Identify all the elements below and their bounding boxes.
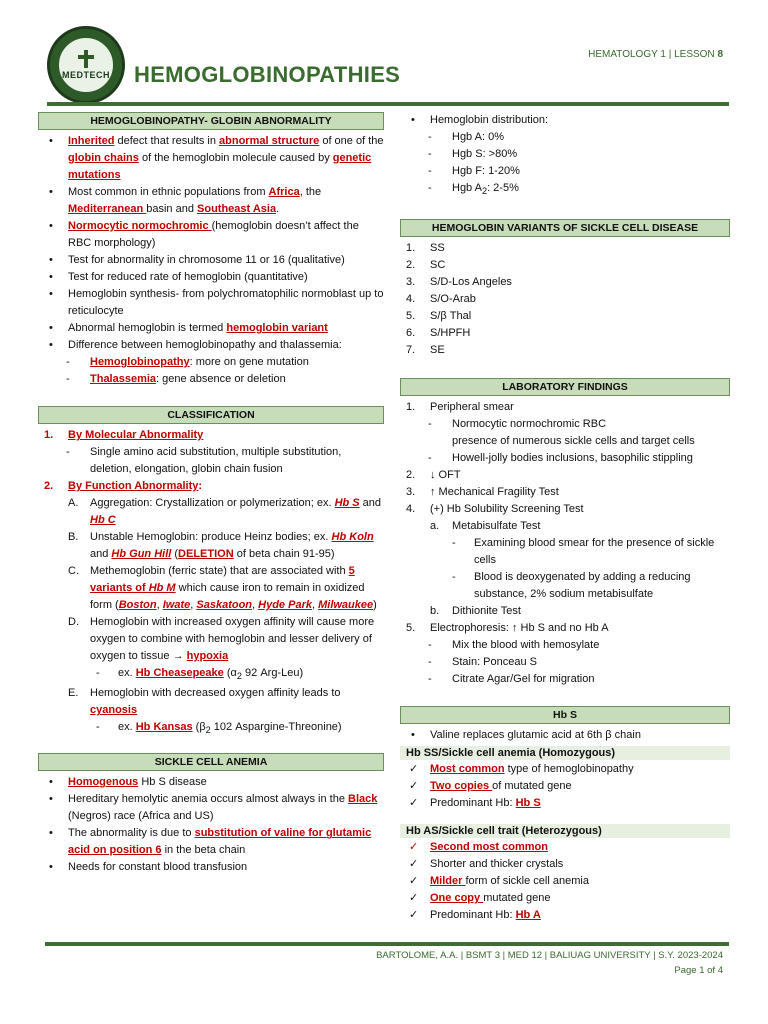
hb-as-title: Hb AS/Sickle cell trait (Heterozygous): [400, 824, 730, 838]
checkmark-icon: ✓: [409, 909, 419, 922]
check-item: ✓ Predominant Hb: Hb A: [400, 907, 730, 924]
hb-ss-list: [400, 761, 730, 812]
list-item: • The abnormality is due to substitution of valine for glutamic acid on position 6 in the beta chain: [38, 825, 384, 859]
list-item: • Difference between hemoglobinopathy and thalassemia: - Hemoglobinopathy: more on gene mutation - Thalassemia: gene absence or deletion: [38, 337, 384, 388]
check-item: ✓ One copy mutated gene: [400, 890, 730, 907]
check-item: ✓ Most common type of hemoglobinopathy: [400, 761, 730, 778]
hb-as-list: [400, 839, 730, 924]
list-item: 3. ↑ Mechanical Fragility Test: [406, 486, 559, 499]
check-item: ✓ Shorter and thicker crystals: [400, 856, 730, 873]
list-item: • Needs for constant blood transfusion: [38, 859, 384, 876]
list-item: 4. S/O-Arab: [406, 293, 476, 306]
sub-item: - Citrate Agar/Gel for migration: [400, 671, 730, 688]
arrow-up-icon: ↑: [511, 622, 518, 635]
class-item-d-example: - ex. Hb Cheasepeake ($\alpha_2$ 92 Arg-Leu): [96, 667, 304, 682]
class-item-c: C. Methemoglobin (ferric state) that are associated with 5 variants of Hb M which cause iron to remain in oxidized form (Boston, Iwate, Saskatoon, Hyde Park, Milwaukee): [68, 565, 377, 611]
list-item: • Homogenous Hb S disease: [38, 774, 384, 791]
sub-item: - Stain: Ponceau S: [400, 654, 730, 671]
check-item: ✓ Second most common: [400, 839, 730, 856]
list-item: • Inherited defect that results in abnormal structure of one of the globin chains of the hemoglobin molecule caused by genetic mutations: [38, 133, 384, 184]
variants-list: [400, 240, 730, 359]
sub-item: a. Metabisulfate Test: [430, 520, 541, 533]
footer-divider: [45, 942, 729, 946]
checkmark-icon: ✓: [409, 892, 419, 905]
footer-credits: BARTOLOME, A.A. | BSMT 3 | MED 12 | BALIUAG UNIVERSITY | S.Y. 2023-2024: [376, 950, 723, 961]
list-item: • Normocytic normochromic (hemoglobin doesn’t affect the RBC morphology): [38, 218, 384, 252]
lab-findings-list: [400, 399, 730, 688]
class-item-e-example: - ex. Hb Kansas ($\beta_2$ 102 Aspargine-Threonine): [96, 721, 342, 736]
list-item: • Most common in ethnic populations from Africa, the Mediterranean basin and Southeast Asia.: [38, 184, 384, 218]
checkmark-icon: ✓: [409, 875, 419, 888]
hbs-list: [400, 727, 730, 744]
list-item: • Test for reduced rate of hemoglobin (quantitative): [38, 269, 384, 286]
sickle-cell-list: [38, 774, 384, 876]
page-number: Page 1 of 4: [674, 965, 723, 976]
list-item: • Test for abnormality in chromosome 11 or 16 (qualitative): [38, 252, 384, 269]
arrow-up-icon: ↑: [430, 486, 436, 499]
section-heading-sickle-cell: SICKLE CELL ANEMIA: [38, 753, 384, 771]
sub-item: - Normocytic normochromic RBC presence of numerous sickle cells and target cells: [400, 416, 730, 450]
list-item: • Hemoglobin synthesis- from polychromatophilic normoblast up to reticulocyte: [38, 286, 384, 320]
check-item: ✓ Two copies of mutated gene: [400, 778, 730, 795]
sub-item: - Howell-jolly bodies inclusions, basophilic stippling: [400, 450, 730, 467]
sub-item: - Hemoglobinopathy: more on gene mutation: [38, 354, 384, 371]
list-item: 1. By Molecular Abnormality - Single amino acid substitution, multiple substitution, deletion, elongation, globin chain fusion: [38, 427, 384, 478]
page-title: HEMOGLOBINOPATHIES: [134, 62, 401, 87]
section-heading-classification: CLASSIFICATION: [38, 406, 384, 424]
section-heading-hb-s: Hb S: [400, 706, 730, 724]
logo-text: MEDTECH: [62, 70, 110, 80]
list-item: 4. (+) Hb Solubility Screening Test a. Metabisulfate Test - Examining blood smear for the presence of sickle cells - Blood is deoxygenated by adding a reducing substance, 2% sodium metabisulfate b. Dithionite Test: [400, 501, 730, 620]
sub-sub-item: - Examining blood smear for the presence of sickle cells: [452, 537, 715, 567]
list-item: 2. By Function Abnormality: A. Aggregation: Crystallization or polymerization; ex. Hb S and Hb C B. Unstable Hemoglobin: produce Heinz bodies; ex. Hb Koln and Hb Gun Hill (DELETION of beta chain 91-95) C. Methemoglobin (ferric state) that are associated with 5 variants of Hb M which cause iron to remain in oxidized form (Boston, Iwate, Saskatoon, Hyde Park, Milwaukee) D. Hemoglobin with increased oxygen affinity will cause more oxygen to combine with hemoglobin and lesser delivery of oxygen to tissue → hypoxia - ex. Hb Cheasepeake ($\alpha_2$ 92 Arg-Leu) E. Hemoglobin with decreased oxygen affinity leads to cyanosis - ex. Hb Kansas ($\beta_2$ 102 Aspargine-Threonine): [38, 478, 384, 739]
list-item: 1. Peripheral smear - Normocytic normochromic RBC presence of numerous sickle cells and target cells - Howell-jolly bodies inclusions, basophilic stippling: [400, 399, 730, 467]
header-divider: [47, 102, 729, 106]
list-item: 5. S/β Thal: [406, 310, 472, 323]
sub-item: - Hgb S: >80%: [400, 146, 730, 163]
section-heading-variants: HEMOGLOBIN VARIANTS OF SICKLE CELL DISEASE: [400, 219, 730, 237]
sub-item: - Single amino acid substitution, multiple substitution, deletion, elongation, globin chain fusion: [38, 444, 384, 478]
sub-item: - Hgb A: 0%: [400, 129, 730, 146]
sub-item: b. Dithionite Test: [430, 605, 521, 618]
list-item: 3. S/D-Los Angeles: [406, 276, 512, 289]
list-item: 2. ↓ OFT: [406, 469, 461, 482]
checkmark-icon: ✓: [409, 797, 419, 810]
sub-item: - Hgb $A_2$: 2-5%: [400, 180, 730, 200]
class-item-b: B. Unstable Hemoglobin: produce Heinz bodies; ex. Hb Koln and Hb Gun Hill (DELETION of beta chain 91-95): [68, 531, 374, 560]
list-item: 6. S/HPFH: [406, 327, 471, 340]
list-item: • Hereditary hemolytic anemia occurs almost always in the Black (Negros) race (Africa and US): [38, 791, 384, 825]
section-heading-globin: HEMOGLOBINOPATHY- GLOBIN ABNORMALITY: [38, 112, 384, 130]
left-column: [38, 112, 384, 876]
globin-list: [38, 133, 384, 388]
medtech-logo: [47, 26, 125, 104]
right-column: [400, 112, 730, 924]
checkmark-icon: ✓: [409, 858, 419, 871]
list-item: 2. SC: [406, 259, 446, 272]
class-item-d: D. Hemoglobin with increased oxygen affinity will cause more oxygen to combine with hemoglobin and lesser delivery of oxygen to tissue → hypoxia: [68, 616, 375, 662]
check-item: ✓ Milder form of sickle cell anemia: [400, 873, 730, 890]
class-item-e: E. Hemoglobin with decreased oxygen affinity leads to cyanosis: [68, 687, 341, 717]
list-item: 1. SS: [406, 242, 445, 255]
checkmark-icon: ✓: [409, 763, 419, 776]
check-item: ✓ Predominant Hb: Hb S: [400, 795, 730, 812]
checkmark-icon: ✓: [409, 780, 419, 793]
list-item: • Hemoglobin distribution: - Hgb A: 0% - Hgb S: >80% - Hgb F: 1-20% - Hgb $A_2$: 2-5%: [400, 112, 730, 200]
page-header: [0, 0, 768, 112]
distribution-list: [400, 112, 730, 200]
section-heading-lab-findings: LABORATORY FINDINGS: [400, 378, 730, 396]
list-item: • Valine replaces glutamic acid at 6th β chain: [400, 727, 730, 744]
sub-sub-item: - Blood is deoxygenated by adding a reducing substance, 2% sodium metabisulfate: [452, 571, 691, 601]
sub-item: - Thalassemia: gene absence or deletion: [38, 371, 384, 388]
list-item: • Abnormal hemoglobin is termed hemoglobin variant: [38, 320, 384, 337]
sub-item: - Hgb F: 1-20%: [400, 163, 730, 180]
checkmark-icon: ✓: [409, 841, 419, 854]
arrow-down-icon: ↓: [430, 469, 436, 482]
hb-ss-title: Hb SS/Sickle cell anemia (Homozygous): [400, 746, 730, 760]
classification-list: [38, 427, 384, 739]
sub-item: - Mix the blood with hemosylate: [400, 637, 730, 654]
class-item-a: A. Aggregation: Crystallization or polymerization; ex. Hb S and Hb C: [68, 497, 382, 526]
list-item: 5. Electrophoresis: ↑ Hb S and no Hb A - Mix the blood with hemosylate - Stain: Ponceau S - Citrate Agar/Gel for migration: [400, 620, 730, 688]
lesson-label: HEMATOLOGY 1 | LESSON 8: [588, 49, 723, 60]
caduceus-icon: [78, 50, 94, 68]
list-item: 7. SE: [406, 344, 445, 357]
